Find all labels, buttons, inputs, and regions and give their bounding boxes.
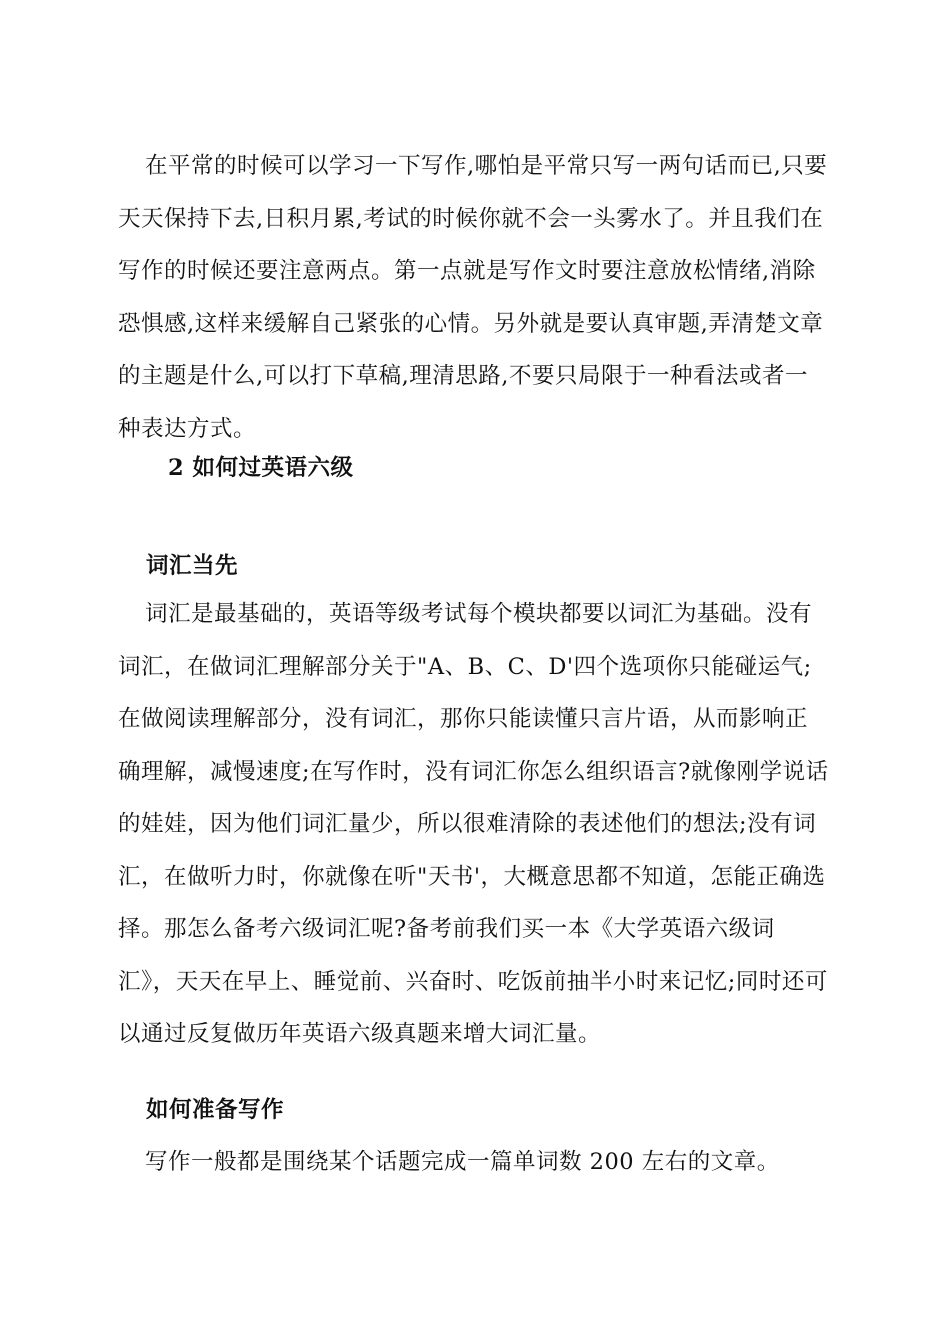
- intro-paragraph: 在平常的时候可以学习一下写作,哪怕是平常只写一两句话而已,只要天天保持下去,日积月累,考试的时候你就不会一头雾水了。并且我们在写作的时候还要注意两点。第一点就是写作文时要注意放松情绪,消除恐惧感,这样来缓解自己紧张的心情。另外就是要认真审题,弄清楚文章的主题是什么,可以打下草稿,理清思路,不要只局限于一种看法或者一种表达方式。: [118, 153, 828, 442]
- writing-heading: 如何准备写作: [146, 1097, 285, 1123]
- vocab-paragraph: 词汇是最基础的，英语等级考试每个模块都要以词汇为基础。没有词汇，在做词汇理解部分关于"A、B、C、D'四个选项你只能碰运气;在做阅读理解部分，没有词汇，那你只能读懂只言片语，从而影响正确理解，减慢速度;在写作时，没有词汇你怎么组织语言?就像刚学说话的娃娃，因为他们词汇量少，所以很难清除的表述他们的想法;没有词汇，在做听力时，你就像在听"天书'，大概意思都不知道，怎能正确选择。那怎么备考六级词汇呢?备考前我们买一本《大学英语六级词汇》，天天在早上、睡觉前、兴奋时、吃饭前抽半小时来记忆;同时还可以通过反复做历年英语六级真题来增大词汇量。: [118, 601, 829, 1047]
- section-heading: 2 如何过英语六级: [168, 455, 354, 481]
- writing-paragraph: 写作一般都是围绕某个话题完成一篇单词数 200 左右的文章。: [145, 1149, 780, 1175]
- vocab-heading: 词汇当先: [146, 553, 239, 579]
